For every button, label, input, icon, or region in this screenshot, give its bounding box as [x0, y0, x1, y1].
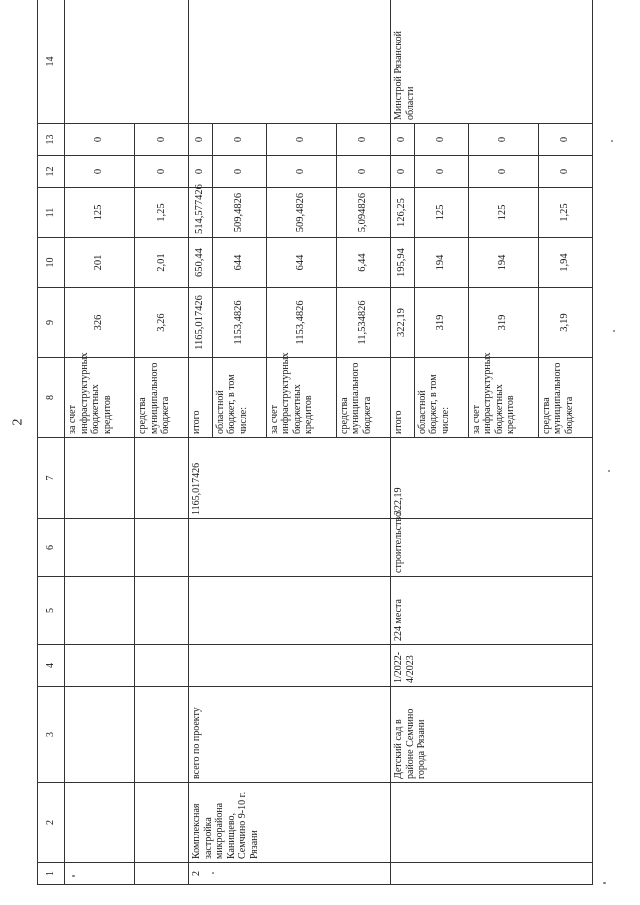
cell-c12: 0	[189, 156, 212, 188]
cell-c11: 126,25	[391, 188, 414, 238]
row-label: средства муниципального бюджета	[135, 358, 189, 438]
cell-c11: 5,094826	[336, 188, 390, 238]
table-row	[189, 0, 212, 885]
row-label: средства муниципального бюджета	[336, 358, 390, 438]
table-row	[65, 0, 135, 885]
cell-c10: 1,94	[538, 238, 592, 288]
cell-c12: 0	[212, 156, 266, 188]
cell-c13: 0	[414, 124, 468, 156]
cell-c9: 319	[414, 288, 468, 358]
scan-speck	[613, 330, 615, 332]
cell-c9: 326	[65, 288, 135, 358]
scan-speck	[72, 875, 75, 877]
row-label: итого	[189, 358, 212, 438]
cell-c11: 514,577426	[189, 188, 212, 238]
cell-c12: 0	[65, 156, 135, 188]
cell-c13: 0	[266, 124, 336, 156]
cell-c13: 0	[135, 124, 189, 156]
cell-c9: 3,26	[135, 288, 189, 358]
cell-c13: 0	[189, 124, 212, 156]
scan-speck	[212, 872, 214, 874]
cell-c11: 1,25	[135, 188, 189, 238]
table-row	[135, 0, 189, 885]
cell-c11: 125	[65, 188, 135, 238]
table-row	[391, 0, 414, 885]
column-header: 2	[38, 783, 65, 863]
column-header: 8	[38, 358, 65, 438]
cell-c9: 3,19	[538, 288, 592, 358]
row-label: за счет инфраструктурных бюджетных кредитов	[65, 358, 135, 438]
kindergarten-period: 1/2022-4/2023	[391, 645, 593, 687]
cell-c9: 1153,4826	[212, 288, 266, 358]
budget-table	[37, 0, 593, 885]
column-header: 4	[38, 645, 65, 687]
kindergarten-responsible: Минстрой Рязанской области	[391, 0, 593, 124]
column-header: 9	[38, 288, 65, 358]
cell-c13: 0	[336, 124, 390, 156]
cell-c9: 319	[468, 288, 538, 358]
column-header: 13	[38, 124, 65, 156]
project-name: Комплексная застройка микрорайона Канищево, Семчино 9-10 г. Рязани	[189, 783, 391, 863]
column-header: 5	[38, 577, 65, 645]
column-header: 6	[38, 519, 65, 577]
cell-c10: 2,01	[135, 238, 189, 288]
cell-c12: 0	[538, 156, 592, 188]
scan-speck	[608, 470, 610, 472]
project-total-label: всего по проекту	[189, 687, 391, 783]
cell-c12: 0	[391, 156, 414, 188]
column-header: 1	[38, 863, 65, 885]
project-number: 2	[189, 863, 391, 885]
cell-c10: 194	[414, 238, 468, 288]
cell-c13: 0	[538, 124, 592, 156]
cell-c12: 0	[266, 156, 336, 188]
cell-c9: 1165,017426	[189, 288, 212, 358]
cell-c11: 509,4826	[212, 188, 266, 238]
cell-c9: 1153,4826	[266, 288, 336, 358]
cell-c13: 0	[391, 124, 414, 156]
scan-speck	[603, 882, 606, 884]
cell-c12: 0	[135, 156, 189, 188]
cell-c13: 0	[468, 124, 538, 156]
cell-c12: 0	[336, 156, 390, 188]
row-label: итого	[391, 358, 414, 438]
budget-table-sheet	[37, 10, 593, 885]
cell-c10: 650,44	[189, 238, 212, 288]
cell-c13: 0	[212, 124, 266, 156]
cell-c9: 11,534826	[336, 288, 390, 358]
cell-c11: 125	[414, 188, 468, 238]
project-total-cost: 1165,017426	[189, 438, 391, 519]
cell-c10: 194	[468, 238, 538, 288]
column-header: 3	[38, 687, 65, 783]
column-header: 10	[38, 238, 65, 288]
column-header: 11	[38, 188, 65, 238]
cell-c9: 322,19	[391, 288, 414, 358]
scan-speck	[611, 140, 613, 142]
cell-c10: 6,44	[336, 238, 390, 288]
column-header: 7	[38, 438, 65, 519]
cell-c12: 0	[414, 156, 468, 188]
cell-c12: 0	[468, 156, 538, 188]
row-label: средства муниципального бюджета	[538, 358, 592, 438]
kindergarten-work-type: строительство	[391, 519, 593, 577]
kindergarten-name: Детский сад в районе Семчино города Рязани	[391, 687, 593, 783]
cell-c11: 1,25	[538, 188, 592, 238]
cell-c11: 125	[468, 188, 538, 238]
row-label: областной бюджет, в том числе:	[414, 358, 468, 438]
row-label: за счет инфраструктурных бюджетных кредитов	[266, 358, 336, 438]
cell-c10: 644	[212, 238, 266, 288]
column-header: 12	[38, 156, 65, 188]
cell-c13: 0	[65, 124, 135, 156]
header-row	[38, 0, 65, 885]
row-label: областной бюджет, в том числе:	[212, 358, 266, 438]
kindergarten-capacity: 224 места	[391, 577, 593, 645]
row-label: за счет инфраструктурных бюджетных кредитов	[468, 358, 538, 438]
cell-c10: 201	[65, 238, 135, 288]
column-header: 14	[38, 0, 65, 124]
page-number: 2	[10, 418, 26, 426]
kindergarten-cost: 322,19	[391, 438, 593, 519]
cell-c11: 509,4826	[266, 188, 336, 238]
cell-c10: 644	[266, 238, 336, 288]
cell-c10: 195,94	[391, 238, 414, 288]
